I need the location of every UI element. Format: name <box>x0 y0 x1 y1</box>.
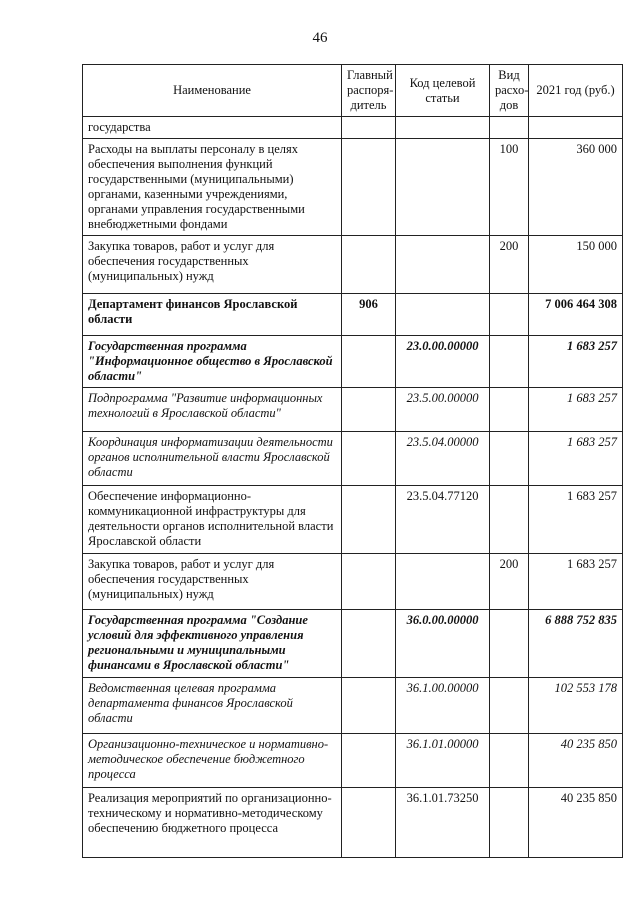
cell-code <box>396 139 490 236</box>
cell-sum: 1 683 257 <box>529 432 623 486</box>
cell-grbs <box>342 734 396 788</box>
cell-grbs <box>342 788 396 858</box>
cell-grbs <box>342 554 396 610</box>
page-number: 46 <box>312 30 328 46</box>
table-row <box>83 486 623 554</box>
cell-grbs <box>342 388 396 432</box>
cell-code <box>396 294 490 336</box>
table-row <box>83 610 623 678</box>
table-row <box>83 388 623 432</box>
table-header <box>83 65 623 117</box>
cell-grbs <box>342 139 396 236</box>
table-row <box>83 554 623 610</box>
budget-table <box>82 64 623 858</box>
header-code: Код целевой статьи <box>396 65 490 117</box>
table-row <box>83 117 623 139</box>
cell-vr <box>490 432 529 486</box>
cell-vr: 200 <box>490 554 529 610</box>
cell-vr: 200 <box>490 236 529 294</box>
cell-vr <box>490 734 529 788</box>
cell-sum: 102 553 178 <box>529 678 623 734</box>
table-row <box>83 336 623 388</box>
cell-grbs <box>342 236 396 294</box>
cell-code: 36.1.00.00000 <box>396 678 490 734</box>
cell-name: Координация информатизации деятельности органов исполнительной власти Ярославской области <box>83 432 342 486</box>
cell-sum: 1 683 257 <box>529 388 623 432</box>
cell-name: Реализация мероприятий по организационно-техническому и нормативно-методическому обеспечению бюджетного процесса <box>83 788 342 858</box>
table-row <box>83 139 623 236</box>
cell-code <box>396 117 490 139</box>
cell-sum: 40 235 850 <box>529 734 623 788</box>
cell-grbs: 906 <box>342 294 396 336</box>
cell-name: Государственная программа "Информационное общество в Ярославской области" <box>83 336 342 388</box>
cell-sum: 7 006 464 308 <box>529 294 623 336</box>
cell-vr: 100 <box>490 139 529 236</box>
cell-code <box>396 236 490 294</box>
header-sum: 2021 год (руб.) <box>529 65 623 117</box>
cell-sum <box>529 117 623 139</box>
cell-grbs <box>342 432 396 486</box>
cell-sum: 150 000 <box>529 236 623 294</box>
cell-grbs <box>342 336 396 388</box>
cell-code: 23.5.04.77120 <box>396 486 490 554</box>
table-row <box>83 734 623 788</box>
cell-sum: 1 683 257 <box>529 486 623 554</box>
header-name: Наименование <box>83 65 342 117</box>
cell-name: Обеспечение информационно-коммуникационной инфраструктуры для деятельности органов исполнительной власти Ярославской области <box>83 486 342 554</box>
cell-code: 36.0.00.00000 <box>396 610 490 678</box>
cell-grbs <box>342 678 396 734</box>
table-body <box>83 117 623 858</box>
cell-vr <box>490 336 529 388</box>
cell-code: 36.1.01.00000 <box>396 734 490 788</box>
cell-code: 23.5.00.00000 <box>396 388 490 432</box>
cell-sum: 40 235 850 <box>529 788 623 858</box>
cell-vr <box>490 294 529 336</box>
cell-vr <box>490 788 529 858</box>
table-row <box>83 788 623 858</box>
cell-name: Закупка товаров, работ и услуг для обеспечения государственных (муниципальных) нужд <box>83 554 342 610</box>
cell-name: Расходы на выплаты персоналу в целях обеспечения выполнения функций государственными (муниципальными) органами, казенными учреждениями, органами управления государственными внебюджетными фондами <box>83 139 342 236</box>
cell-sum: 6 888 752 835 <box>529 610 623 678</box>
cell-name: Государственная программа "Создание условий для эффективного управления региональными и муниципальными финансами в Ярославской области" <box>83 610 342 678</box>
cell-code: 23.0.00.00000 <box>396 336 490 388</box>
table-row <box>83 236 623 294</box>
cell-vr <box>490 678 529 734</box>
cell-name: государства <box>83 117 342 139</box>
cell-grbs <box>342 486 396 554</box>
cell-vr <box>490 486 529 554</box>
table-row <box>83 432 623 486</box>
cell-name: Закупка товаров, работ и услуг для обеспечения государственных (муниципальных) нужд <box>83 236 342 294</box>
cell-code: 23.5.04.00000 <box>396 432 490 486</box>
cell-vr <box>490 117 529 139</box>
header-grbs: Главный распоря-дитель <box>342 65 396 117</box>
table-row <box>83 678 623 734</box>
cell-name: Ведомственная целевая программа департамента финансов Ярославской области <box>83 678 342 734</box>
cell-sum: 360 000 <box>529 139 623 236</box>
cell-name: Департамент финансов Ярославской области <box>83 294 342 336</box>
header-vr: Вид расхо-дов <box>490 65 529 117</box>
cell-vr <box>490 388 529 432</box>
cell-grbs <box>342 117 396 139</box>
cell-sum: 1 683 257 <box>529 336 623 388</box>
cell-code <box>396 554 490 610</box>
cell-grbs <box>342 610 396 678</box>
cell-vr <box>490 610 529 678</box>
cell-name: Организационно-техническое и нормативно-методическое обеспечение бюджетного процесса <box>83 734 342 788</box>
table-row <box>83 294 623 336</box>
cell-code: 36.1.01.73250 <box>396 788 490 858</box>
cell-sum: 1 683 257 <box>529 554 623 610</box>
cell-name: Подпрограмма "Развитие информационных технологий в Ярославской области" <box>83 388 342 432</box>
